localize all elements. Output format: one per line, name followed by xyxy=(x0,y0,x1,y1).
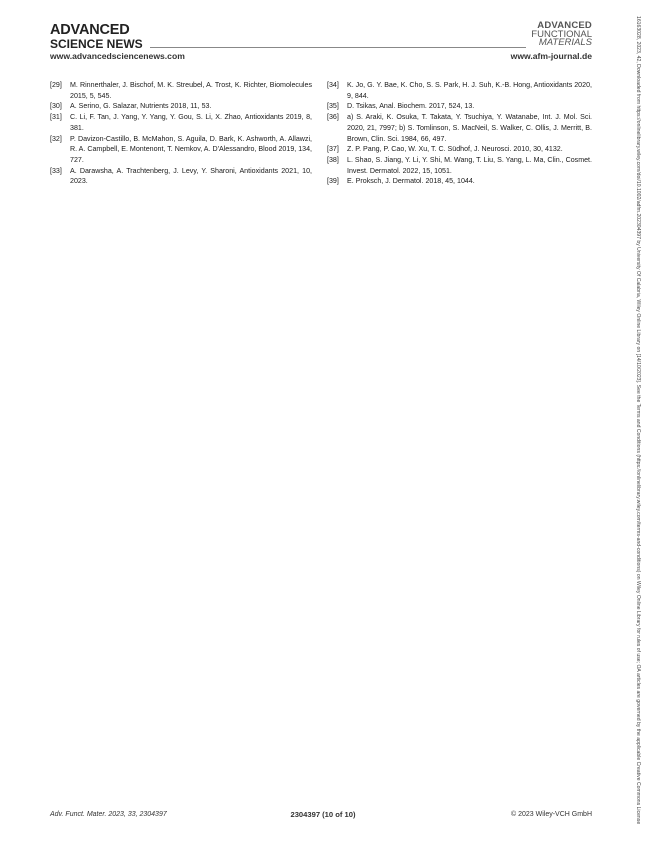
reference-item xyxy=(327,112,592,144)
download-side-note xyxy=(632,16,642,831)
publisher-url[interactable]: www.advancedsciencenews.com xyxy=(50,51,185,61)
reference-text: A. Serino, G. Salazar, Nutrients 2018, 11, 53. xyxy=(70,102,212,111)
journal-url[interactable]: www.afm-journal.de xyxy=(510,51,592,61)
logo-right-line3: MATERIALS xyxy=(538,37,592,49)
reference-number: [35] xyxy=(327,102,339,111)
reference-number: [33] xyxy=(50,166,62,175)
reference-number: [30] xyxy=(50,102,62,111)
reference-item xyxy=(50,112,312,133)
reference-text: K. Jo, G. Y. Bae, K. Cho, S. S. Park, H. J. Suh, K.-B. Hong, Antioxidants 2020, 9, 844. xyxy=(347,81,592,100)
reference-text: L. Shao, S. Jiang, Y. Li, Y. Shi, M. Wang, T. Liu, S. Yang, L. Ma, Clin., Cosmet. Invest. Dermatol. 2022, 15, 1051. xyxy=(347,155,592,175)
reference-list-right xyxy=(327,80,592,187)
reference-text: M. Rinnerthaler, J. Bischof, M. K. Streubel, A. Trost, K. Richter, Biomolecules 2015, 5, 545. xyxy=(70,81,312,100)
reference-number: [36] xyxy=(327,113,339,122)
footer-citation: Adv. Funct. Mater. 2023, 33, 2304397 xyxy=(50,811,167,818)
advanced-science-news-logo xyxy=(50,23,143,50)
reference-item xyxy=(50,80,312,101)
reference-text: Z. P. Pang, P. Cao, W. Xu, T. C. Südhof, J. Neurosci. 2010, 30, 4132. xyxy=(347,145,563,154)
reference-number: [34] xyxy=(327,81,339,89)
reference-text: P. Davizon-Castillo, B. McMahon, S. Aguila, D. Bark, K. Ashworth, A. Allawzi, R. A. Campbell, E. Montenont, T. Nemkov, A. D'Alessandro, Blood 2019, 134, 727. xyxy=(70,134,313,164)
reference-number: [29] xyxy=(50,81,62,89)
reference-item xyxy=(327,176,592,187)
reference-text: D. Tsikas, Anal. Biochem. 2017, 524, 13. xyxy=(347,102,475,111)
reference-number: [31] xyxy=(50,113,62,122)
reference-item xyxy=(50,134,312,166)
reference-number: [39] xyxy=(327,177,339,186)
reference-item xyxy=(327,155,592,176)
reference-list-left xyxy=(50,80,312,187)
header-divider xyxy=(150,47,526,48)
reference-item xyxy=(327,144,592,155)
reference-number: [38] xyxy=(327,155,339,164)
afm-journal-logo xyxy=(531,22,592,48)
reference-item xyxy=(50,166,312,187)
side-note-text: 16163028, 2023, 42, Downloaded from https://onlinelibrary.wiley.com/doi/10.1002/adfm.202304397 by University Of Calabria, Wiley Online Library on [14/10/2023]. See the Terms and Conditions (https://onlinelibrary.wiley.com/terms-and-conditions) on Wiley Online Library for rules of use; OA articles are governed by the applicable Creative Commons License xyxy=(635,16,641,825)
logo-right-line2: FUNCTIONAL xyxy=(531,28,592,40)
reference-item xyxy=(327,101,592,112)
reference-number: [37] xyxy=(327,145,339,154)
logo-right-line1: ADVANCED xyxy=(537,20,592,31)
reference-text: E. Proksch, J. Dermatol. 2018, 45, 1044. xyxy=(347,177,475,186)
reference-text: C. Li, F. Tan, J. Yang, Y. Yang, Y. Gou, S. Li, X. Zhao, Antioxidants 2019, 8, 381. xyxy=(70,113,312,132)
reference-item xyxy=(50,101,312,112)
reference-number: [32] xyxy=(50,134,62,143)
reference-text: a) S. Araki, K. Osuka, T. Takata, Y. Tsuchiya, Y. Watanabe, Int. J. Mol. Sci. 2020, 21, 7997; b) S. Tomlinson, S. MacNeil, S. Walker, C. Ollis, J. Merritt, B. Brown, Clin. Sci. 1984, 66, 497. xyxy=(347,113,592,143)
footer-page-number: 2304397 (10 of 10) xyxy=(290,810,356,819)
logo-left-line2: SCIENCE NEWS xyxy=(50,36,143,51)
logo-left-line1: ADVANCED xyxy=(50,22,130,38)
reference-text: A. Darawsha, A. Trachtenberg, J. Levy, Y. Sharoni, Antioxidants 2021, 10, 2023. xyxy=(70,166,312,186)
footer-copyright: © 2023 Wiley-VCH GmbH xyxy=(510,811,592,818)
reference-item xyxy=(327,80,592,101)
